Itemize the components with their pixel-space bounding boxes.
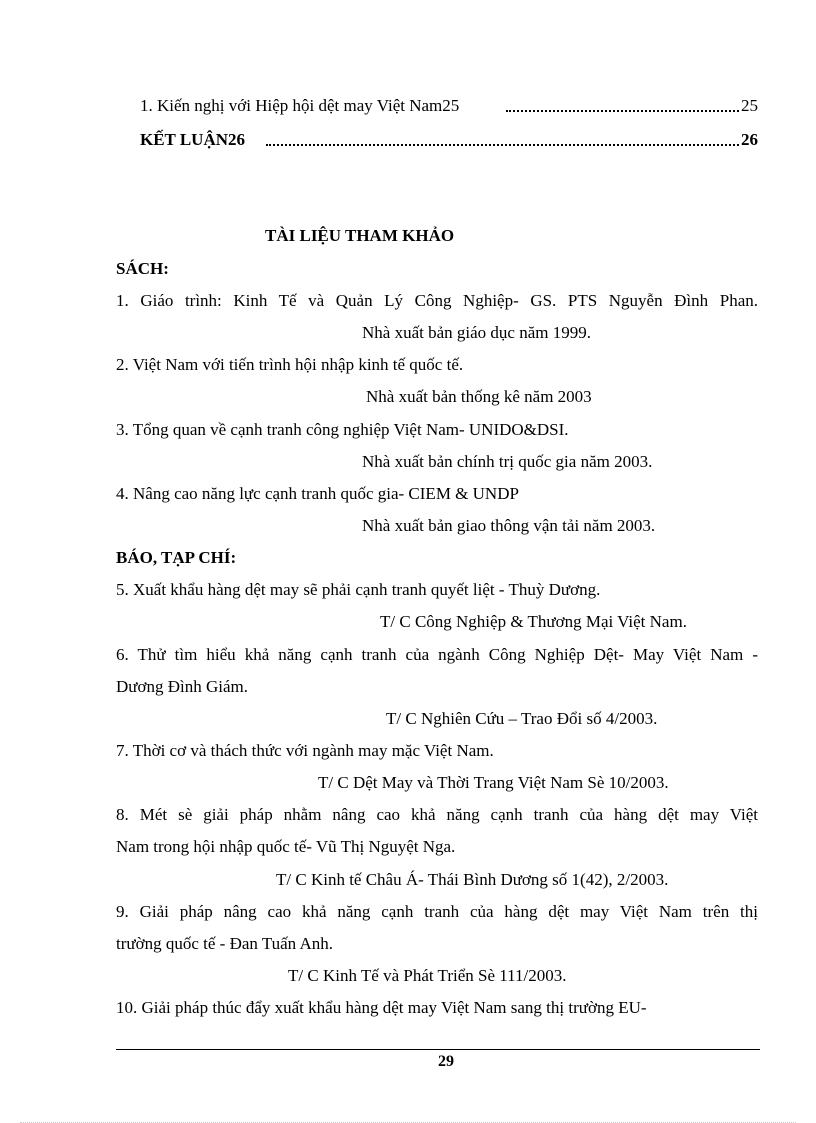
journals-heading: BÁO, TẠP CHÍ: [116,548,237,567]
reference-item: 1. Giáo trình: Kinh Tế và Quản Lý Công Nghiệp- GS. PTS Nguyễn Đình Phan. [116,291,758,310]
toc-leader-dots [266,144,758,146]
toc-entry [116,95,758,117]
books-heading: SÁCH: [116,259,169,278]
toc-page: 26 [741,130,758,149]
reference-source: T/ C Nghiên Cứu – Trao Đổi số 4/2003. [386,709,658,728]
references-title: TÀI LIỆU THAM KHẢO [265,226,455,245]
reference-item: 2. Việt Nam với tiến trình hội nhập kinh tế quốc tế. [116,355,464,374]
reference-publisher: Nhà xuất bản giáo dục năm 1999. [362,323,591,342]
toc-page: 25 [741,96,758,115]
toc-leader-dots [506,110,758,112]
reference-publisher: Nhà xuất bản giao thông vận tải năm 2003. [362,516,656,535]
footer-rule [116,1049,760,1050]
reference-item: 9. Giải pháp nâng cao khả năng cạnh tranh của hàng dệt may Việt Nam trên thị [116,902,758,921]
reference-source: T/ C Dệt May và Thời Trang Việt Nam Sè 10/2003. [318,773,669,792]
reference-source: T/ C Kinh tế Châu Á- Thái Bình Dương số 1(42), 2/2003. [276,870,669,889]
toc-label: 1. Kiến nghị với Hiệp hội dệt may Việt Nam25 [140,95,463,117]
reference-item: 6. Thử tìm hiểu khả năng cạnh tranh của ngành Công Nghiệp Dệt- May Việt Nam - [116,645,758,664]
reference-source: T/ C Kinh Tế và Phát Triển Sè 111/2003. [288,966,567,985]
reference-item: 3. Tổng quan về cạnh tranh công nghiệp Việt Nam- UNIDO&DSI. [116,420,569,439]
toc-entry [116,129,758,151]
reference-publisher: Nhà xuất bản thống kê năm 2003 [366,387,592,406]
reference-item-cont: Nam trong hội nhập quốc tế- Vũ Thị Nguyệt Nga. [116,837,456,856]
reference-item-cont: Dương Đình Giám. [116,677,248,696]
reference-item: 8. Mét sè giải pháp nhằm nâng cao khả năng cạnh tranh của hàng dệt may Việt [116,805,758,824]
reference-item-cont: trường quốc tế - Đan Tuấn Anh. [116,934,333,953]
reference-item: 5. Xuất khẩu hàng dệt may sẽ phải cạnh tranh quyết liệt - Thuỳ Dương. [116,580,601,599]
reference-item: 4. Nâng cao năng lực cạnh tranh quốc gia- CIEM & UNDP [116,484,519,503]
toc-label: KẾT LUẬN26 [140,129,249,151]
reference-publisher: Nhà xuất bản chính trị quốc gia năm 2003. [362,452,653,471]
reference-item: 7. Thời cơ và thách thức với ngành may mặc Việt Nam. [116,741,494,760]
reference-item: 10. Giải pháp thúc đẩy xuất khẩu hàng dệt may Việt Nam sang thị trường EU- [116,998,647,1017]
page-number: 29 [438,1053,454,1070]
reference-source: T/ C Công Nghiệp & Thương Mại Việt Nam. [380,612,687,631]
